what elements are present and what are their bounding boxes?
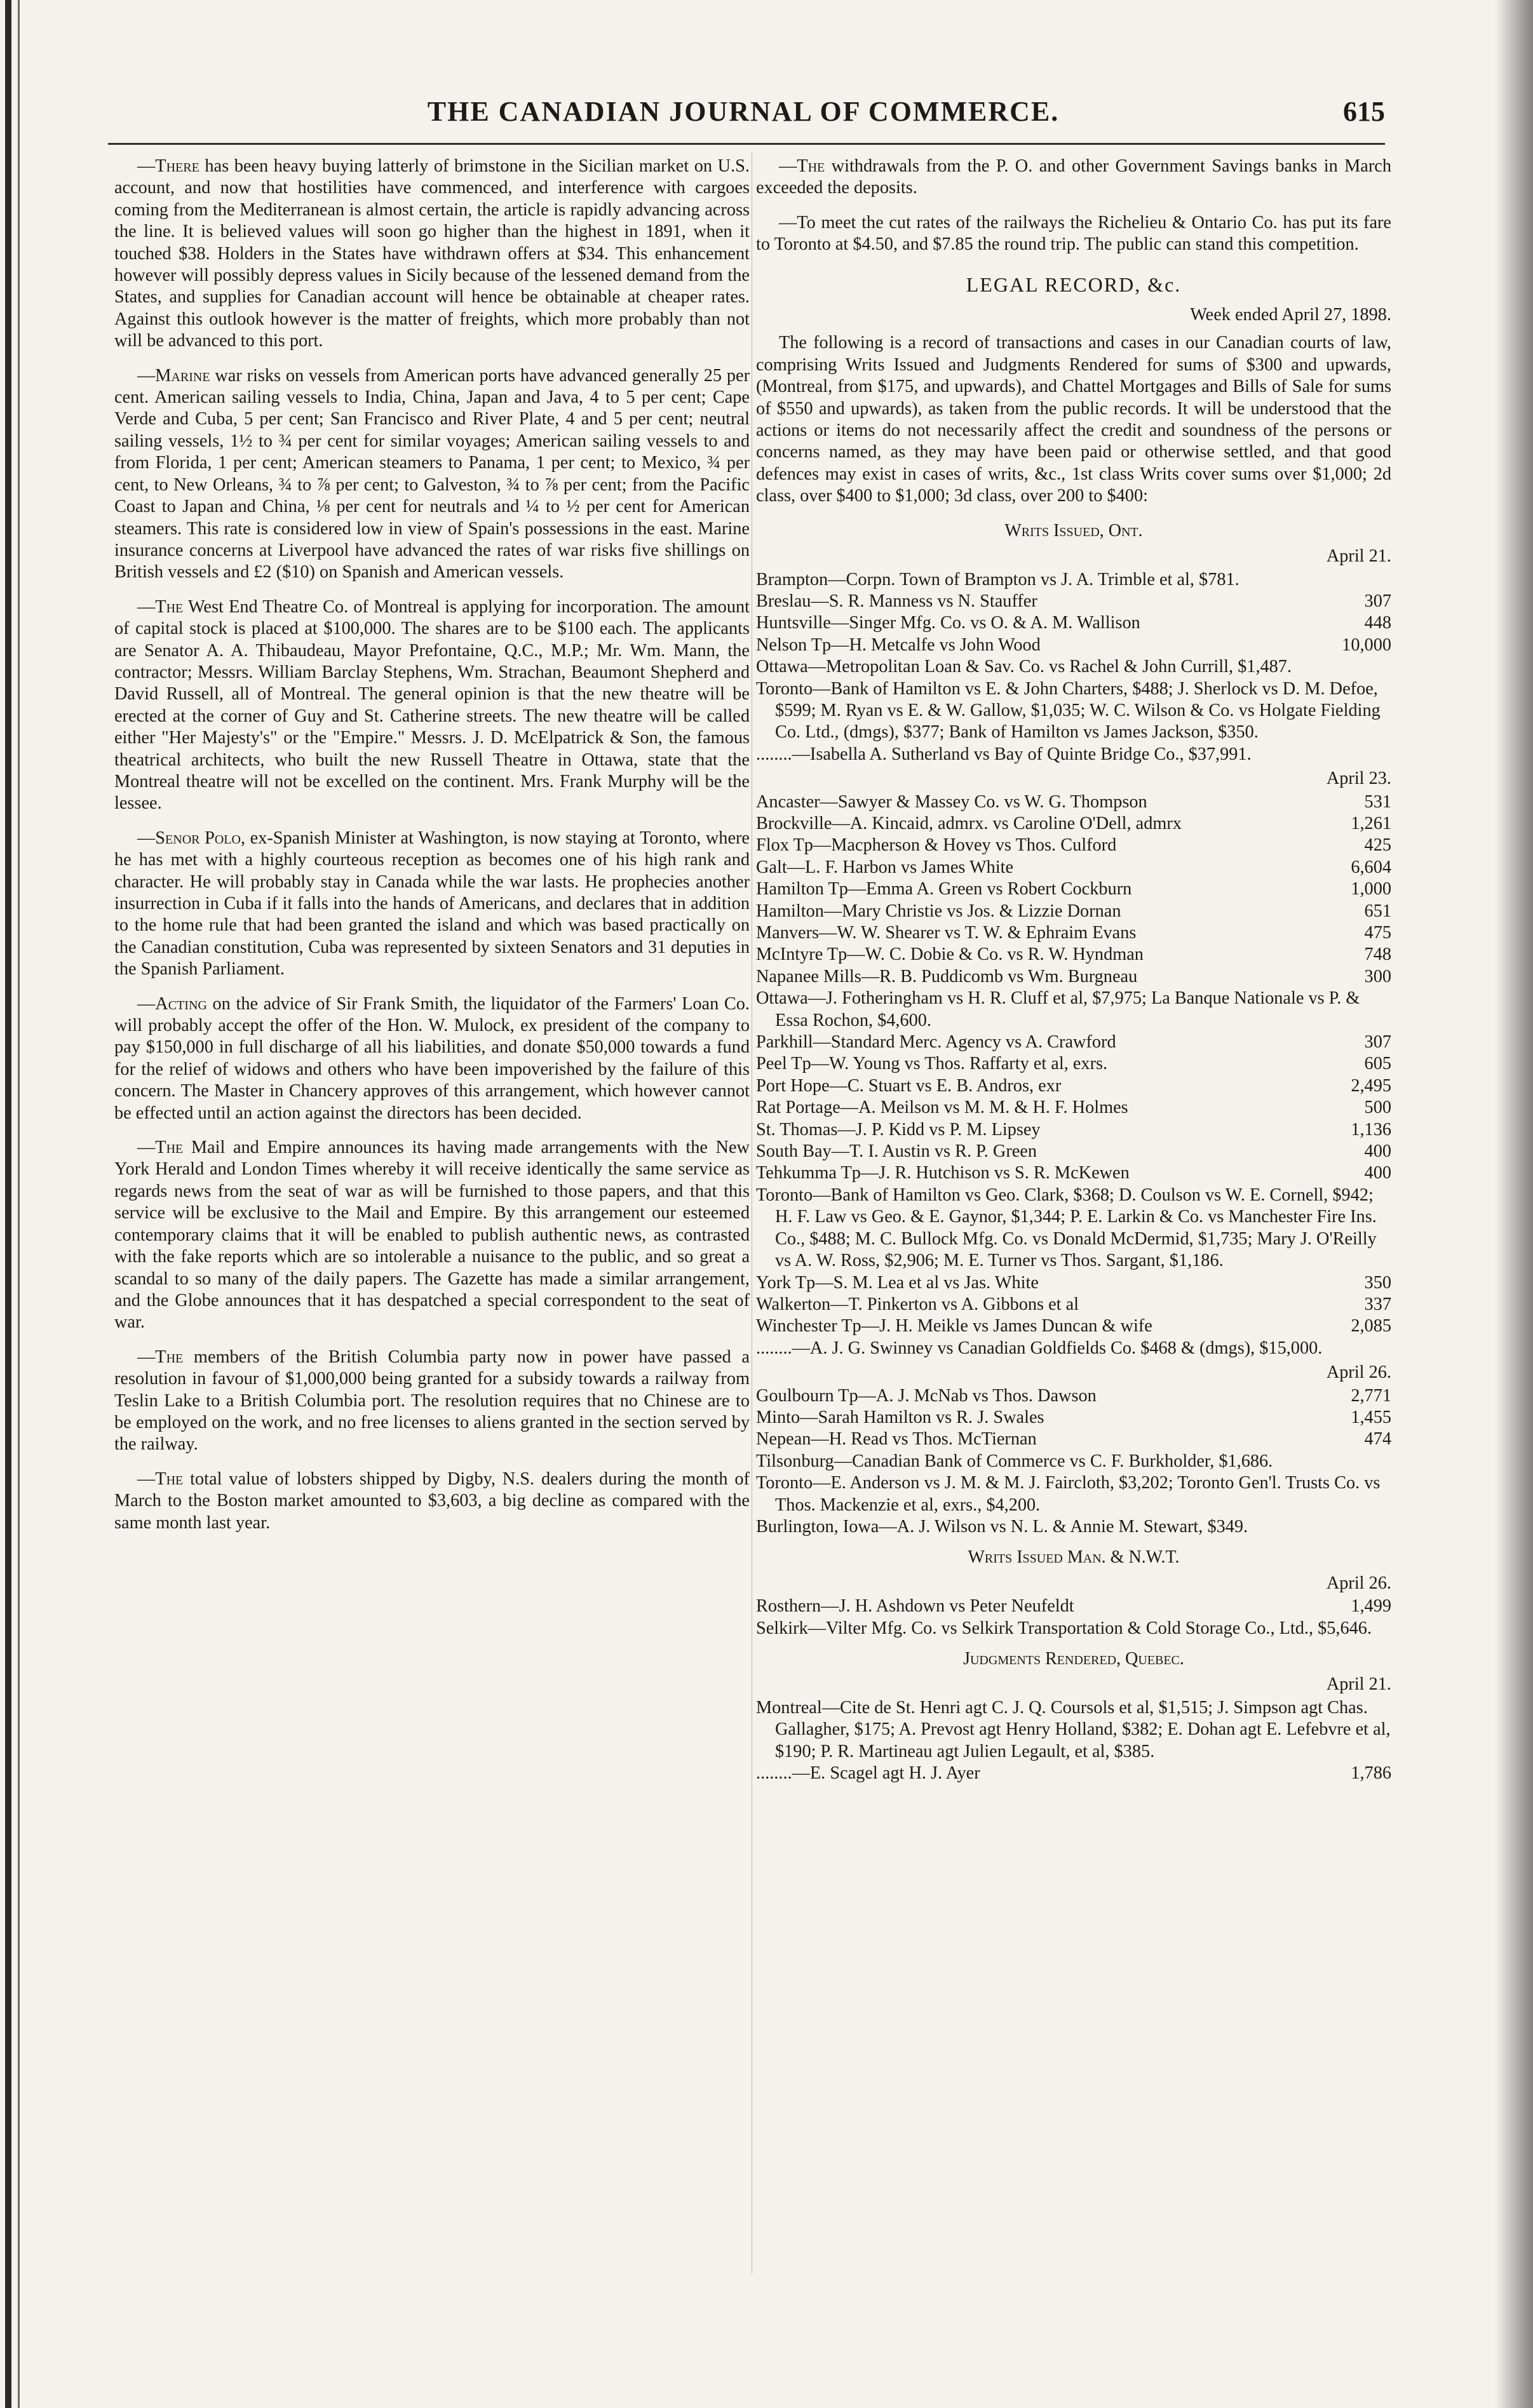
paragraph-text: total value of lobsters shipped by Digby, N.S. dealers during the month of March to the Boston market amounted to $3,603, a big decline as compared with the same month last year.	[114, 1469, 750, 1533]
news-paragraph	[114, 596, 750, 815]
record-entry	[756, 966, 1391, 988]
record-entry	[756, 813, 1391, 835]
entry-text: Ottawa—J. Fotheringham vs H. R. Cluff et al, $7,975; La Banque Nationale vs P. & Essa Rochon, $4,600.	[756, 988, 1360, 1030]
paragraph-lead: —Acting	[137, 993, 207, 1014]
entry-text: Burlington, Iowa—A. J. Wilson vs N. L. & Annie M. Stewart, $349.	[756, 1516, 1248, 1537]
paragraph-lead: —Marine	[137, 365, 210, 386]
entry-amount: 1,136	[1351, 1119, 1391, 1140]
record-entry	[756, 1596, 1391, 1617]
entry-text: Flox Tp—Macpherson & Hovey vs Thos. Culford	[756, 835, 1117, 856]
entry-amount: 1,261	[1351, 813, 1391, 833]
entry-text: Rosthern—J. H. Ashdown vs Peter Neufeldt	[756, 1596, 1074, 1617]
entry-amount: 400	[1364, 1141, 1391, 1162]
page-header	[102, 95, 1385, 140]
entry-amount: 2,085	[1351, 1316, 1391, 1336]
record-entry	[756, 1516, 1391, 1538]
record-entry	[756, 612, 1391, 634]
section-heading: Judgments Rendered, Quebec.	[963, 1649, 1184, 1669]
news-paragraph	[114, 1469, 750, 1534]
entry-text: Hamilton Tp—Emma A. Green vs Robert Cockburn	[756, 879, 1132, 899]
paragraph-text: has been heavy buying latterly of brimstone in the Sicilian market on U.S. account, and now that hostilities have commenced, and interference with cargoes coming from the Mediterranean is almost certain, the article is rapidly advancing across the line. It is believed values will soon go higher than the highest in 1891, when it touched $38. Holders in the States have withdrawn offers at $34. This enhancement however will possibly depress values in Sicily because of the lessened demand from the States, and supplies for Canadian account will hence be obtainable at cheaper rates. Against this outlook however is the matter of freights, which more probably than not will be advanced to this port.	[114, 156, 750, 351]
record-entry	[756, 1075, 1391, 1097]
paragraph-text: on the advice of Sir Frank Smith, the liquidator of the Farmers' Loan Co. will probably accept the offer of the Hon. W. Mulock, ex president of the company to pay $150,000 in full discharge of all his liabilities, and donate $50,000 towards a fund for the relief of widows and others who have been impoverished by the failure of this concern. The Master in Chancery approves of this arrangement, which however cannot be effected until an action against the directors has been decided.	[114, 993, 750, 1123]
news-paragraph	[114, 828, 750, 981]
entry-text: Brockville—A. Kincaid, admrx. vs Caroline O'Dell, admrx	[756, 813, 1182, 833]
entry-amount: 531	[1364, 791, 1391, 812]
entry-text: ........—E. Scagel agt H. J. Ayer	[756, 1763, 980, 1784]
news-notes	[756, 156, 1391, 256]
paragraph-text: members of the British Columbia party now in power have passed a resolution in favour of $1,000,000 being granted for a subsidy towards a railway from Teslin Lake to a British Columbia port. The resolution requires that no Chinese are to be employed on the work, and no free licenses to aliens granted in the section served by the railway.	[114, 1347, 750, 1455]
record-entry	[756, 569, 1391, 591]
entry-amount: 2,771	[1351, 1385, 1391, 1406]
paragraph-lead: —The	[137, 1138, 184, 1158]
entry-amount: 2,495	[1351, 1075, 1391, 1096]
entry-text: Parkhill—Standard Merc. Agency vs A. Crawford	[756, 1032, 1116, 1053]
record-date: April 23.	[1326, 769, 1391, 789]
record-entry	[756, 1119, 1391, 1141]
entry-text: Hamilton—Mary Christie vs Jos. & Lizzie Dornan	[756, 901, 1121, 921]
legal-record-title: LEGAL RECORD, &c.	[966, 272, 1182, 296]
news-paragraph	[114, 365, 750, 584]
record-date: April 26.	[1326, 1573, 1391, 1593]
entry-text: ........—Isabella A. Sutherland vs Bay of Quinte Bridge Co., $37,991.	[756, 744, 1252, 764]
paragraph-text: withdrawals from the P. O. and other Government Savings banks in March exceeded the deposits.	[756, 156, 1391, 198]
week-ended: Week ended April 27, 1898.	[1190, 305, 1391, 325]
paragraph-lead: —Senor Polo	[137, 828, 241, 848]
record-entry	[756, 1097, 1391, 1119]
paragraph-text: Mail and Empire announces its having made arrangements with the New York Herald and London Times whereby it will receive identically the same service as regards news from the seat of war as will be furnished to those papers, and that this service will be exclusive to the Mail and Empire. By this arrangement our esteemed contemporary claims that it will be enabled to publish authentic news, as contrasted with the fake reports which are so intolerable a nuisance to the public, and so great a scandal to so many of the daily papers. The Gazette has made a similar arrangement, and the Globe announces that it has despatched a special correspondent to the seat of war.	[114, 1138, 750, 1333]
entry-text: Toronto—E. Anderson vs J. M. & M. J. Faircloth, $3,202; Toronto Gen'l. Trusts Co. vs Thos. Mackenzie et al, exrs., $4,200.	[756, 1473, 1381, 1515]
entry-text: Ancaster—Sawyer & Massey Co. vs W. G. Thompson	[756, 791, 1147, 812]
paragraph-text: West End Theatre Co. of Montreal is applying for incorporation. The amount of capital stock is placed at $100,000. The shares are to be $100 each. The applicants are Senator A. A. Thibaudeau, Mayor Prefontaine, Q.C., M.P.; Mr. Wm. Mann, the contractor; Messrs. William Barclay Stephens, Wm. Strachan, Beaumont Shepherd and David Russell, all of Montreal. The general opinion is that the new theatre will be erected at the corner of Guy and St. Catherine streets. The new theatre will be called either "Her Majesty's" or the "Empire." Messrs. J. D. McElpatrick & Son, the famous theatrical architects, who built the new Russell Theatre in Ottawa, state that the Montreal theatre will not be excelled on the continent. Mrs. Frank Murphy will be the lessee.	[114, 596, 750, 814]
record-date: April 21.	[1326, 546, 1391, 567]
entry-amount: 10,000	[1342, 635, 1391, 655]
legal-description: The following is a record of transactions and cases in our Canadian courts of law, comprising Writs Issued and Judgments Rendered for sums of $300 and upwards, (Montreal, from $175, and upwards), and Chattel Mortgages and Bills of Sale for sums of $550 and upwards), as taken from the public records. It will be understood that the actions or items do not necessarily affect the credit and soundness of the persons or concerns named, as they may have been paid or otherwise settled, and that good defences may exist in cases of writs, &c., 1st class Writs cover sums over $1,000; 2d class, over $400 to $1,000; 3d class, over 200 to $400:	[756, 333, 1391, 506]
record-entry	[756, 1618, 1391, 1639]
entry-text: South Bay—T. I. Austin vs R. P. Green	[756, 1141, 1037, 1162]
entry-amount: 1,455	[1351, 1407, 1391, 1427]
entry-amount: 605	[1364, 1054, 1391, 1074]
entry-text: Port Hope—C. Stuart vs E. B. Andros, exr	[756, 1075, 1062, 1096]
record-entry	[756, 901, 1391, 922]
entry-text: Galt—L. F. Harbon vs James White	[756, 857, 1014, 877]
entry-text: Peel Tp—W. Young vs Thos. Raffarty et al, exrs.	[756, 1054, 1108, 1074]
entry-text: Tehkumma Tp—J. R. Hutchison vs S. R. McKewen	[756, 1163, 1130, 1183]
entry-text: Minto—Sarah Hamilton vs R. J. Swales	[756, 1407, 1044, 1427]
entry-text: Montreal—Cite de St. Henri agt C. J. Q. Coursols et al, $1,515; J. Simpson agt Chas. Gallagher, $175; A. Prevost agt Henry Holland, $382; E. Dohan agt E. Lefebvre et al, $190; P. R. Martineau agt Julien Legault, et al, $385.	[756, 1697, 1391, 1761]
entry-amount: 474	[1364, 1429, 1391, 1450]
record-entry	[756, 635, 1391, 656]
record-entry	[756, 1294, 1391, 1315]
news-paragraph	[114, 1347, 750, 1456]
entry-amount: 500	[1364, 1098, 1391, 1118]
record-entry	[756, 1407, 1391, 1429]
record-entry	[756, 944, 1391, 965]
record-entry	[756, 857, 1391, 878]
entry-text: Napanee Mills—R. B. Puddicomb vs Wm. Burgneau	[756, 966, 1138, 986]
entry-text: Walkerton—T. Pinkerton vs A. Gibbons et al	[756, 1294, 1079, 1314]
record-entry	[756, 1429, 1391, 1450]
entry-amount: 400	[1364, 1163, 1391, 1183]
entry-text: Breslau—S. R. Manness vs N. Stauffer	[756, 591, 1037, 611]
legal-sections	[756, 520, 1391, 1785]
paragraph-lead: —The	[137, 596, 184, 617]
entry-text: Nelson Tp—H. Metcalfe vs John Wood	[756, 635, 1041, 655]
page-number: 615	[1343, 96, 1385, 127]
paragraph-lead: —The	[137, 1469, 184, 1489]
record-entry	[756, 1162, 1391, 1184]
entry-text: Tilsonburg—Canadian Bank of Commerce vs C. F. Burkholder, $1,686.	[756, 1451, 1273, 1471]
binding-edge-line	[18, 0, 20, 2408]
record-entry	[756, 656, 1391, 678]
record-entry	[756, 1451, 1391, 1472]
paragraph-text: —To meet the cut rates of the railways the Richelieu & Ontario Co. has put its fare to Toronto at $4.50, and $7.85 the round trip. The public can stand this competition.	[756, 212, 1391, 255]
record-entry	[756, 1385, 1391, 1407]
paragraph-lead: —The	[779, 156, 825, 176]
record-entry	[756, 1272, 1391, 1294]
entry-text: Brampton—Corpn. Town of Brampton vs J. A. Trimble et al, $781.	[756, 569, 1239, 589]
record-date: April 21.	[1326, 1674, 1391, 1695]
journal-title: THE CANADIAN JOURNAL OF COMMERCE.	[427, 96, 1060, 127]
header-rule	[108, 143, 1385, 145]
entry-text: Huntsville—Singer Mfg. Co. vs O. & A. M. Wallison	[756, 613, 1140, 633]
entry-text: Manvers—W. W. Shearer vs T. W. & Ephraim Evans	[756, 923, 1137, 943]
news-paragraph	[756, 156, 1391, 199]
record-entry	[756, 1338, 1391, 1359]
entry-amount: 307	[1364, 1032, 1391, 1053]
entry-amount: 651	[1364, 901, 1391, 921]
entry-text: ........—A. J. G. Swinney vs Canadian Goldfields Co. $468 & (dmgs), $15,000.	[756, 1338, 1323, 1358]
record-entry	[756, 835, 1391, 856]
entry-amount: 448	[1364, 613, 1391, 633]
entry-text: McIntyre Tp—W. C. Dobie & Co. vs R. W. Hyndman	[756, 945, 1144, 965]
entry-text: Rat Portage—A. Meilson vs M. M. & H. F. Holmes	[756, 1098, 1128, 1118]
entry-amount: 350	[1364, 1272, 1391, 1293]
entry-text: Selkirk—Vilter Mfg. Co. vs Selkirk Transportation & Cold Storage Co., Ltd., $5,646.	[756, 1618, 1372, 1638]
right-column	[756, 156, 1391, 1784]
news-paragraph	[114, 993, 750, 1124]
left-column	[114, 156, 750, 1547]
record-entry	[756, 678, 1391, 744]
record-entry	[756, 1697, 1391, 1763]
paragraph-lead: —There	[137, 156, 199, 176]
record-entry	[756, 1315, 1391, 1337]
news-paragraph	[114, 156, 750, 353]
record-entry	[756, 1053, 1391, 1075]
paragraph-text: , ex-Spanish Minister at Washington, is now staying at Toronto, where he has met with a highly courteous reception as becomes one of his high rank and character. He will probably stay in Canada while the war lasts. He prophecies another insurrection in Cuba if it falls into the hands of Americans, and declares that in addition to the home rule that had been granted the island and which was based practically on the Canadian constitution, Cuba was represented by sixteen Senators and 31 deputies in the Spanish Parliament.	[114, 828, 750, 979]
record-entry	[756, 1763, 1391, 1784]
record-entry	[756, 922, 1391, 944]
entry-text: Winchester Tp—J. H. Meikle vs James Duncan & wife	[756, 1316, 1152, 1336]
entry-text: Nepean—H. Read vs Thos. McTiernan	[756, 1429, 1037, 1450]
entry-text: York Tp—S. M. Lea et al vs Jas. White	[756, 1272, 1039, 1293]
entry-amount: 1,786	[1351, 1763, 1391, 1784]
record-entry	[756, 1185, 1391, 1272]
entry-text: Ottawa—Metropolitan Loan & Sav. Co. vs Rachel & John Currill, $1,487.	[756, 657, 1292, 677]
paragraph-lead: —The	[137, 1347, 184, 1367]
paragraph-text: war risks on vessels from American ports have advanced generally 25 per cent. American sailing vessels to India, China, Japan and Java, 4 to 5 per cent; Cape Verde and Cuba, 5 per cent; San Francisco and River Plate, 4 and 5 per cent; neutral sailing vessels, 1½ to ¾ per cent for similar voyages; American sailing vessels to and from Florida, 1 per cent; American steamers to Panama, 1 per cent; to Mexico, ¾ per cent, to New Orleans, ¾ to ⅞ per cent; to Galveston, ¾ to ⅞ per cent; from the Pacific Coast to Japan and China, ⅛ per cent for neutrals and ¼ to ½ per cent for American steamers. This rate is considered low in view of Spain's possessions in the east. Marine insurance concerns at Liverpool have advanced the rates of war risks five shillings on British vessels and £2 ($10) on Spanish and American vessels.	[114, 365, 750, 582]
entry-text: Goulbourn Tp—A. J. McNab vs Thos. Dawson	[756, 1385, 1097, 1406]
entry-amount: 1,499	[1351, 1596, 1391, 1617]
entry-amount: 300	[1364, 966, 1391, 986]
entry-amount: 425	[1364, 835, 1391, 856]
news-paragraph	[756, 212, 1391, 256]
record-entry	[756, 1032, 1391, 1053]
entry-text: Toronto—Bank of Hamilton vs E. & John Charters, $488; J. Sherlock vs D. M. Defoe, $599; M. Ryan vs E. & W. Gallow, $1,035; W. C. Wilson & Co. vs Holgate Fielding Co. Ltd., (dmgs), $377; Bank of Hamilton vs James Jackson, $350.	[756, 678, 1381, 743]
entry-amount: 337	[1364, 1294, 1391, 1314]
record-entry	[756, 1472, 1391, 1516]
record-entry	[756, 1141, 1391, 1162]
page-shadow-edge	[1495, 0, 1533, 2408]
entry-text: St. Thomas—J. P. Kidd vs P. M. Lipsey	[756, 1119, 1041, 1140]
entry-text: Toronto—Bank of Hamilton vs Geo. Clark, $368; D. Coulson vs W. E. Cornell, $942; H. F. Law vs Geo. & E. Gaynor, $1,344; P. E. Larkin & Co. vs Manchester Fire Ins. Co., $488; M. C. Bullock Mfg. Co. vs Donald McDermid, $1,735; Mary J. O'Reilly vs A. W. Ross, $2,906; M. E. Turner vs Thos. Sargant, $1,186.	[756, 1185, 1377, 1271]
record-entry	[756, 591, 1391, 612]
entry-amount: 475	[1364, 923, 1391, 943]
record-entry	[756, 791, 1391, 813]
record-entry	[756, 988, 1391, 1032]
entry-amount: 6,604	[1351, 857, 1391, 877]
entry-amount: 1,000	[1351, 879, 1391, 899]
binding-edge	[5, 0, 11, 2408]
entry-amount: 307	[1364, 591, 1391, 611]
record-date: April 26.	[1326, 1362, 1391, 1383]
section-heading: Writs Issued, Ont.	[1004, 520, 1143, 541]
news-paragraph	[114, 1137, 750, 1334]
section-heading: Writs Issued Man. & N.W.T.	[968, 1547, 1180, 1568]
entry-amount: 748	[1364, 945, 1391, 965]
record-entry	[756, 878, 1391, 900]
record-entry	[756, 744, 1391, 765]
